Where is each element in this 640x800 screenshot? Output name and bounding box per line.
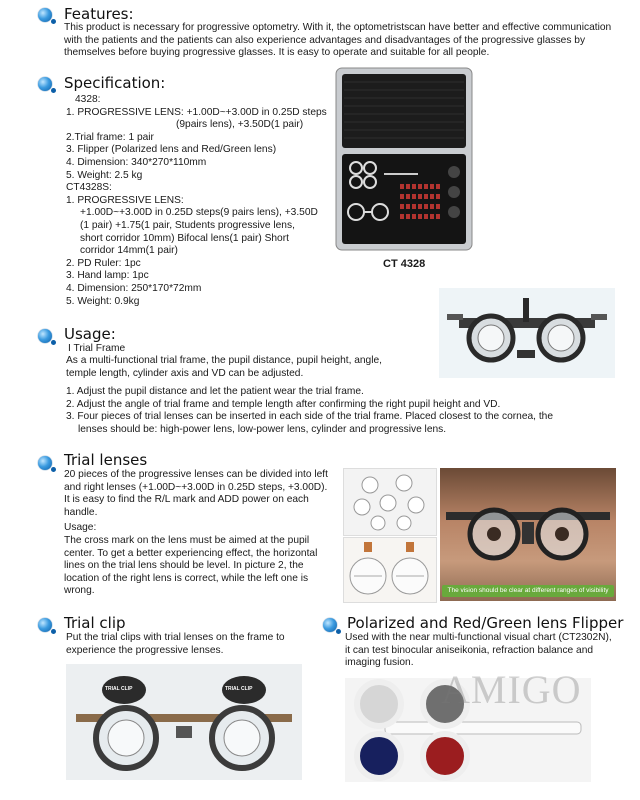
spec-line: 1. PROGRESSIVE LENS: (66, 194, 184, 206)
section-bullet-icon (38, 618, 52, 632)
trial-clip-text: Put the trial clips with trial lenses on the frame to experience the progressive lenses. (66, 632, 285, 656)
watermark: AMIGO (441, 667, 582, 712)
spec-line: 2.Trial frame: 1 pair (66, 131, 154, 143)
usage-steps (66, 386, 553, 436)
section-bullet-icon (38, 329, 52, 343)
lens-set-photo (343, 468, 437, 536)
flipper-text: Used with the near multi-functional visual chart (CT2302N), it can test binocular aniseikonia, refraction balance and imaging fusion. (345, 632, 612, 669)
trial-frame-photo (439, 288, 615, 378)
trial-clip-label-left: TRIAL CLIP (105, 686, 133, 692)
usage-step: 2. Adjust the angle of trial frame and temple length after confirming the right pupil height and VD. (66, 398, 501, 410)
section-bullet-icon (38, 456, 52, 470)
usage-step: 3. Four pieces of trial lenses can be inserted in each side of the trial frame. Placed closest to the cornea, the (66, 411, 554, 423)
features-heading: Features: (64, 5, 134, 23)
trial-lenses-usage-label: Usage: (64, 522, 97, 533)
spec-line: short corridor 10mm) Bifocal lens(1 pair) Short (80, 232, 289, 244)
usage-heading: Usage: (64, 325, 116, 343)
spec-line: (9pairs lens), +3.50D(1 pair) (176, 119, 304, 131)
section-bullet-icon (323, 618, 337, 632)
photo-banner: The vision should be clear at different ranges of visibility (442, 585, 614, 597)
usage-step: lenses should be: high-power lens, low-power lens, cylinder and progressive lens. (78, 423, 447, 435)
spec-line: 2. PD Ruler: 1pc (66, 257, 141, 269)
spec-line: 3. Hand lamp: 1pc (66, 270, 149, 282)
section-bullet-icon (38, 77, 52, 91)
flipper-photo (345, 667, 591, 782)
trial-lenses-text: 20 pieces of the progressive lenses can be divided into left and right lenses (+1.00D~+3.00D in 0.25D steps, +3.00D). It is easy to find the R/L mark and ADD power on each handle. (64, 469, 328, 518)
case-caption: CT 4328 (383, 258, 426, 270)
specification-heading: Specification: (64, 74, 166, 92)
trial-lenses-usage-text: The cross mark on the lens must be aimed at the pupil center. To get a better experiencing effect, the horizontal lines on the trial lens should be level. In picture 2, the location of the right lens is correct, while the left one is wrong. (64, 535, 318, 597)
lens-pair-photo (343, 537, 437, 603)
usage-intro: As a multi-functional trial frame, the pupil distance, pupil height, angle, temple length, cylinder axis and VD can be adjusted. (66, 355, 382, 379)
spec-line: 4. Dimension: 250*170*72mm (66, 282, 202, 294)
spec-line: +1.00D~+3.00D in 0.25D steps(9 pairs lens), +3.50D (80, 207, 318, 219)
spec-line: 4328: (75, 94, 101, 105)
spec-line: 3. Flipper (Polarized lens and Red/Green lens) (66, 144, 277, 156)
trial-lenses-heading: Trial lenses (64, 451, 148, 469)
patient-photo (440, 468, 616, 601)
usage-subheading: I Trial Frame (68, 343, 126, 354)
trial-clip-heading: Trial clip (64, 614, 126, 632)
spec-line: 5. Weight: 2.5 kg (66, 169, 143, 181)
case-photo (334, 66, 474, 254)
spec-line: 4. Dimension: 340*270*110mm (66, 156, 207, 168)
features-text: This product is necessary for progressive optometry. With it, the optometristscan have better and effective communication with the patients and the patients can also experience advantages and disadvantages of the progressive glasses by themselves before buying progressive glasses. It is easy to operate and suitable for all people. (64, 22, 612, 59)
spec-line: 1. PROGRESSIVE LENS: +1.00D~+3.00D in 0.25D steps (66, 106, 327, 118)
usage-step: 1. Adjust the pupil distance and let the patient wear the trial frame. (66, 386, 364, 397)
section-bullet-icon (38, 8, 52, 22)
spec-line: corridor 14mm(1 pair) (80, 245, 178, 257)
trial-clip-photo (66, 664, 302, 780)
spec-line: 5. Weight: 0.9kg (66, 295, 140, 307)
spec-line: (1 pair) +1.75(1 pair, Students progressive lens, (80, 219, 295, 231)
trial-clip-label-right: TRIAL CLIP (225, 686, 253, 692)
specification-list (66, 94, 336, 308)
spec-line: CT4328S: (66, 182, 112, 194)
flipper-heading: Polarized and Red/Green lens Flipper (347, 614, 624, 632)
